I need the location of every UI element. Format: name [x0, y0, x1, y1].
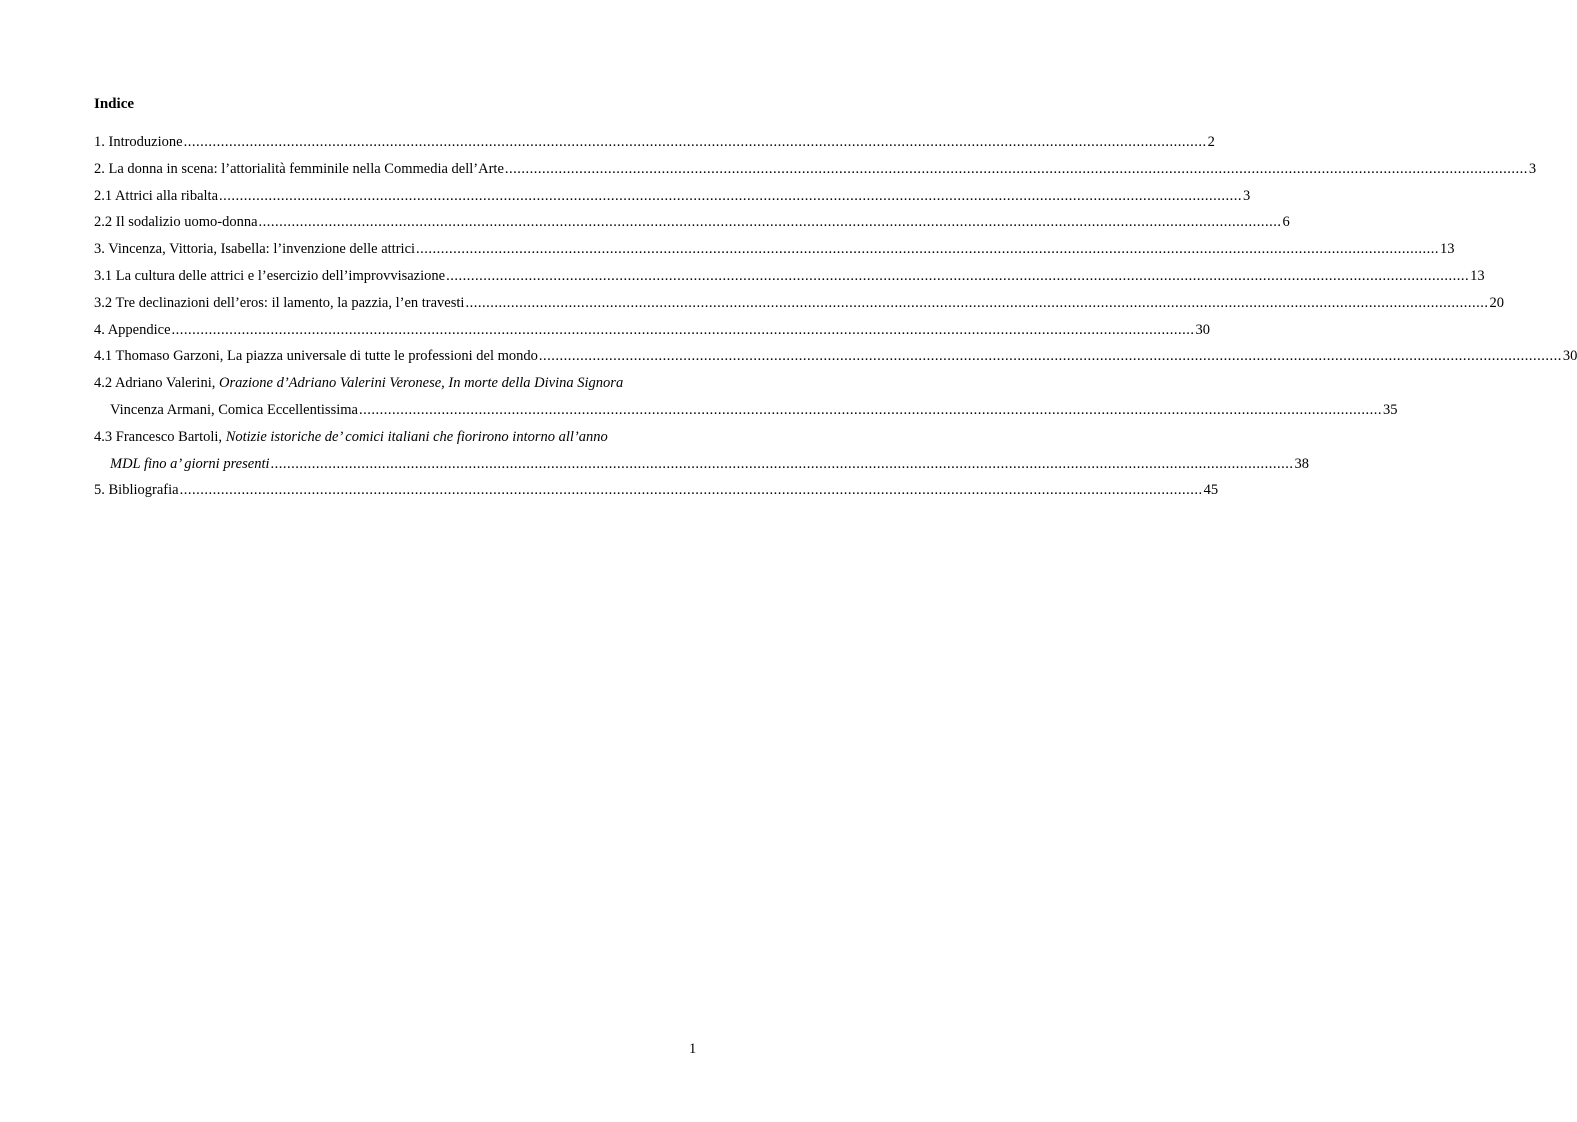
toc-entry-text-line1 [94, 427, 608, 447]
toc-dot-leader [505, 159, 1528, 179]
toc-entry-page: 30 [1562, 348, 1577, 365]
toc-dot-leader [539, 346, 1562, 366]
toc-entry-text-line1 [94, 373, 623, 393]
toc-entry-cultura-attrici[interactable] [94, 266, 1485, 293]
page-number: 1 [689, 1041, 697, 1057]
toc-dot-leader [172, 320, 1195, 340]
toc-entry-italic-title: MDL fino a’ giorni presenti [110, 455, 270, 472]
toc-entry-page: 20 [1489, 294, 1504, 311]
toc-entry-page: 45 [1203, 482, 1219, 499]
toc-entry-valerini[interactable] [94, 373, 1398, 427]
toc-entry-text: 3. Vincenza, Vittoria, Isabella: l’invenzione delle attrici [94, 241, 416, 258]
toc-dot-leader [446, 266, 1469, 286]
toc-entry-bartoli[interactable] [94, 427, 1310, 481]
toc-entry-page: 30 [1195, 321, 1211, 338]
toc-entry-text-line2: Vincenza Armani, Comica Eccellentissima [110, 401, 358, 418]
toc-entry-page: 35 [1382, 401, 1398, 418]
toc-entry-text: 4. Appendice [94, 321, 171, 338]
toc-entry-text: 3.1 La cultura delle attrici e l’esercizio dell’improvvisazione [94, 267, 446, 284]
toc-dot-leader [359, 400, 1382, 420]
toc-entry-text-line2 [110, 454, 270, 474]
toc-entry-sodalizio[interactable] [94, 212, 1290, 239]
toc-entry-page: 38 [1294, 455, 1310, 472]
toc-entry-donna-in-scena[interactable] [94, 159, 1537, 186]
toc-entry-page: 13 [1440, 241, 1455, 258]
table-of-contents [94, 132, 1577, 507]
toc-entry-page: 3 [1243, 187, 1251, 204]
toc-dot-leader [416, 239, 1439, 259]
toc-entry-author: 4.3 Francesco Bartoli, [94, 428, 226, 445]
toc-entry-page: 2 [1207, 134, 1215, 150]
toc-entry-author: 4.2 Adriano Valerini, [94, 375, 219, 392]
toc-dot-leader [465, 293, 1488, 313]
toc-entry-garzoni[interactable] [94, 346, 1577, 373]
toc-entry-attrici-alla-ribalta[interactable] [94, 186, 1251, 213]
toc-entry-text: 1. Introduzione [94, 134, 183, 150]
toc-entry-bibliografia[interactable] [94, 480, 1219, 507]
toc-entry-text: 5. Bibliografia [94, 482, 179, 499]
page-title: Indice [94, 96, 135, 112]
toc-dot-leader [271, 454, 1294, 474]
toc-entry-text: 3.2 Tre declinazioni dell’eros: il lamento, la pazzia, l’en travesti [94, 294, 465, 311]
toc-entry-invenzione-attrici[interactable] [94, 239, 1455, 266]
toc-entry-page: 3 [1528, 160, 1537, 177]
toc-entry-page: 13 [1470, 267, 1485, 284]
toc-entry-declinazioni-eros[interactable] [94, 293, 1504, 320]
toc-entry-italic-title: Orazione d’Adriano Valerini Veronese, In morte della Divina Signora [218, 375, 624, 392]
toc-entry-italic-title: Notizie istoriche de’ comici italiani che fiorirono intorno all’anno [225, 428, 608, 445]
toc-entry-text: 2.1 Attrici alla ribalta [94, 187, 219, 204]
toc-dot-leader [180, 480, 1203, 500]
toc-entry-appendice[interactable] [94, 320, 1211, 347]
toc-entry-text: 2.2 Il sodalizio uomo-donna [94, 214, 258, 231]
toc-entry-text: 2. La donna in scena: l’attorialità femminile nella Commedia dell’Arte [94, 160, 504, 177]
toc-entry-page: 6 [1282, 214, 1290, 231]
toc-dot-leader [259, 212, 1282, 232]
toc-dot-leader [184, 132, 1207, 152]
toc-entry-text: 4.1 Thomaso Garzoni, La piazza universale di tutte le professioni del mondo [94, 348, 538, 365]
toc-entry-introduzione[interactable] [94, 132, 1215, 159]
toc-dot-leader [219, 186, 1242, 206]
